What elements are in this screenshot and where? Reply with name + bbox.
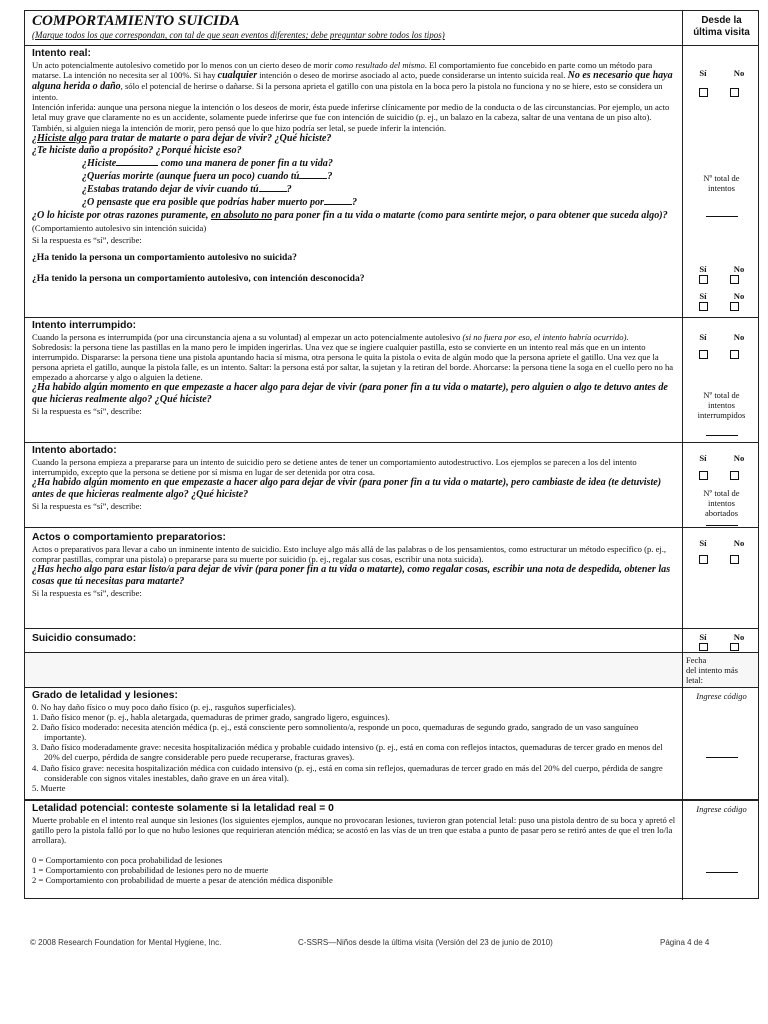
aborted-question: ¿Ha habido algún momento en que empezaste a hacer algo para dejar de vivir (para poner fin a tu vida o matarte), pero cambiaste de idea (te detuviste) antes de que hicieras realmente algo? ¿Qué hiciste? bbox=[32, 477, 662, 501]
actual-question-4: ¿Querías morirte (aunque fuera un poco) cuando tú ? bbox=[82, 170, 333, 182]
actual-question-5: ¿Estabas tratando dejar de vivir cuando tú ? bbox=[82, 183, 292, 195]
unknown-yes-checkbox[interactable] bbox=[699, 302, 708, 311]
unknown-no-checkbox[interactable] bbox=[730, 302, 739, 311]
interrupted-heading: Intento interrumpido: bbox=[32, 320, 137, 331]
preparatory-yes-checkbox[interactable] bbox=[699, 555, 708, 564]
actual-question-1: ¿Hiciste algo para tratar de matarte o para dejar de vivir? ¿Qué hiciste? bbox=[32, 132, 332, 144]
potential-item: 2 = Comportamiento con probabilidad de muerte a pesar de atención médica disponible bbox=[32, 875, 333, 886]
preparatory-no-checkbox[interactable] bbox=[730, 555, 739, 564]
footer-version: C-SSRS—Niños desde la última visita (Versión del 23 de junio de 2010) bbox=[298, 938, 553, 947]
total-label-line1: Nº total de bbox=[703, 488, 740, 498]
actual-attempt-heading: Intento real: bbox=[32, 48, 91, 59]
actual-question-6: ¿O pensaste que era posible que podrías haber muerto por ? bbox=[82, 196, 358, 208]
interrupted-describe-prompt: Si la respuesta es “sí”, describe: bbox=[32, 406, 142, 417]
aborted-describe-prompt: Si la respuesta es “sí”, describe: bbox=[32, 501, 142, 512]
aborted-heading: Intento abortado: bbox=[32, 445, 117, 456]
potential-lethality-section bbox=[25, 799, 758, 900]
header-section bbox=[25, 11, 758, 45]
nssi-yes-checkbox[interactable] bbox=[699, 275, 708, 284]
potential-heading: Letalidad potencial: conteste solamente si la letalidad real = 0 bbox=[32, 803, 334, 814]
no-label: No bbox=[733, 632, 745, 642]
yes-label: Sí bbox=[699, 291, 707, 301]
actual-yes-checkbox[interactable] bbox=[699, 88, 708, 97]
no-label: No bbox=[733, 291, 745, 301]
interrupted-definition: Cuando la persona es interrumpida (por una circunstancia ajena a su voluntad) al empezar un acto potencialmente autolesivo (si no fuera por eso, el intento habría ocurrido). bbox=[32, 332, 629, 342]
preparatory-describe-prompt: Si la respuesta es “sí”, describe: bbox=[32, 588, 142, 599]
potential-item: 0 = Comportamiento con poca probabilidad de lesiones bbox=[32, 855, 223, 866]
actual-attempt-section bbox=[25, 45, 758, 317]
section-subtitle: (Marque todos los que correspondan, con tal de que sean eventos diferentes; debe preguntar sobre todos los tipos) bbox=[32, 30, 445, 40]
yes-label: Sí bbox=[699, 632, 707, 642]
completed-no-checkbox[interactable] bbox=[730, 643, 739, 651]
completed-heading: Suicidio consumado: bbox=[32, 633, 137, 644]
section-title: COMPORTAMIENTO SUICIDA bbox=[32, 13, 240, 29]
footer-page-number: Página 4 de 4 bbox=[660, 938, 710, 947]
lethality-code-label: Ingrese código bbox=[696, 691, 747, 701]
unknown-intent-question: ¿Ha tenido la persona un comportamiento autolesivo, con intención desconocida? bbox=[32, 272, 365, 284]
preparatory-acts-section bbox=[25, 527, 758, 628]
no-label: No bbox=[733, 453, 745, 463]
date-label-line1: Fecha bbox=[686, 655, 707, 665]
actual-describe-prompt: Si la respuesta es “sí”, describe: bbox=[32, 234, 142, 245]
interrupted-examples: Sobredosis: la persona tiene las pastillas en la mano pero le impiden ingerirlas. Una vez que se ingiere cualquier pastilla, esto se convierte en un intento real más que en un intento interrumpido. Dispararse: la persona tiene una pistola apuntando hacia sí misma, otra persona le quita la pistola o evita de algún modo que la persona apriete el gatillo. Una vez que la persona aprieta el gatillo, aunque la pistola falle, es un intento. Saltar: la persona está por saltar, la sujetan y la retiran del borde. Ahorcarse: la persona tiene la soga en el cuello pero no ha empezado a ahorcarse y algo o alguien la detiene. bbox=[32, 342, 674, 383]
nssi-no-checkbox[interactable] bbox=[730, 275, 739, 284]
total-interrupted-field[interactable] bbox=[706, 434, 738, 436]
actual-question-3: ¿Hiciste como una manera de poner fin a tu vida? bbox=[82, 157, 333, 169]
potential-code-field[interactable] bbox=[706, 871, 738, 873]
total-label-line2: intentos bbox=[708, 498, 735, 508]
completed-suicide-section bbox=[25, 628, 758, 652]
lethality-item: 3. Daño físico moderadamente grave: necesita hospitalización médica y probable cuidado intensivo (p. ej., está en coma con reflejos intactos, quemaduras de tercer grado en menos del 20% del cuerpo, pérdida de sangre considerable pero puede recuperarse, fracturas graves). bbox=[32, 742, 663, 763]
lethality-code-field[interactable] bbox=[706, 756, 738, 758]
date-label-line2: del intento más bbox=[686, 665, 738, 675]
yes-label: Sí bbox=[699, 538, 707, 548]
lethality-item: 2. Daño físico moderado: necesita atención médica (p. ej., está consciente pero somnoliento/a, responde un poco, quemaduras de segundo grado, sangrado de un vaso sanguíneo importante). bbox=[32, 722, 639, 743]
actual-question-2: ¿Te hiciste daño a propósito? ¿Porqué hiciste eso? bbox=[32, 144, 242, 156]
potential-code-label: Ingrese código bbox=[696, 804, 747, 814]
date-label-line3: letal: bbox=[686, 675, 703, 685]
yes-label: Sí bbox=[699, 332, 707, 342]
aborted-definition: Cuando la persona empieza a prepararse para un intento de suicidio pero se detiene antes de tener un comportamiento autodestructivo. Los ejemplos se parecen a los del intento interrumpido, excepto que la persona se detiene por sí misma en lugar de ser detenida por otra cosa. bbox=[32, 457, 637, 478]
aborted-attempt-section bbox=[25, 442, 758, 527]
lethality-item: 1. Daño físico menor (p. ej., habla aletargada, quemaduras de primer grado, sangrado ligero, esguinces). bbox=[32, 712, 390, 723]
total-label-line1: Nº total de bbox=[703, 173, 740, 183]
nssi-question: ¿Ha tenido la persona un comportamiento autolesivo no suicida? bbox=[32, 251, 297, 263]
lethality-item: 0. No hay daño físico o muy poco daño físico (p. ej., rasguños superficiales). bbox=[32, 702, 296, 712]
no-label: No bbox=[733, 68, 745, 78]
aborted-yes-checkbox[interactable] bbox=[699, 471, 708, 480]
total-attempts-field[interactable] bbox=[706, 215, 738, 217]
date-section bbox=[25, 652, 758, 687]
total-label-line1: Nº total de bbox=[703, 390, 740, 400]
preparatory-heading: Actos o comportamiento preparatorios: bbox=[32, 532, 226, 543]
interrupted-attempt-section bbox=[25, 317, 758, 442]
total-aborted-field[interactable] bbox=[706, 524, 738, 526]
lethality-item: 5. Muerte bbox=[32, 782, 66, 793]
lethality-item: 4. Daño físico grave: necesita hospitalización médica con cuidado intensivo (p. ej., está en coma sin reflejos, quemaduras de tercer grado en más del 20% del cuerpo, pérdida de sangre considerable con signos vitales inestables, daño grave en un área vital). bbox=[32, 762, 663, 783]
column-title-line1: Desde la bbox=[701, 15, 742, 26]
total-label-line3: interrumpidos bbox=[697, 410, 746, 420]
completed-yes-checkbox[interactable] bbox=[699, 643, 708, 651]
potential-definition: Muerte probable en el intento real aunque sin lesiones (los siguientes ejemplos, aunque no provocaran lesiones, tuvieron gran potencial letal: puso una pistola dentro de su boca y apretó el gatillo pero la pistola falló por lo que no hubo lesiones que requirieran atención médica; se acostó en las vías de un tren que estaba a punto de pasar pero se retiró antes de que el tren lo/la arrollara). bbox=[32, 815, 676, 846]
interrupted-no-checkbox[interactable] bbox=[730, 350, 739, 359]
no-label: No bbox=[733, 264, 745, 274]
total-label-line2: intentos bbox=[708, 400, 735, 410]
actual-attempt-definition: Un acto potencialmente autolesivo cometido por lo menos con un cierto deseo de morir como resultado del mismo. El comportamiento fue concebido en parte como un método para matarse. La intención no necesita ser al 100%. Si hay cualquier intención o deseo de morirse asociado al acto, puede considerarse un intento suicida real. No es necesario que haya alguna herida o daño, sólo el potencial de herirse o dañarse. Si la persona aprieta el gatillo con una pistola en la boca pero la pistola no funciona y no se hiere, esto se considera un intento. bbox=[32, 60, 673, 103]
yes-label: Sí bbox=[699, 453, 707, 463]
inferred-intent-text: Intención inferida: aunque una persona niegue la intención o los deseos de morir, ésta puede inferirse clínicamente por medio de la conducta o de las circunstancias. Por ejemplo, un acto letal muy grave que claramente no es un accidente, solamente puede inferirse que fue con intención de suicidio (p. ej., un balazo en la cabeza, saltar de una ventana de un piso alto). También, si alguien niega la intención de morir, pero pensó que lo que hizo podría ser letal, se puede inferir la intención. bbox=[32, 102, 670, 133]
lethality-section bbox=[25, 687, 758, 799]
preparatory-question: ¿Has hecho algo para estar listo/a para dejar de vivir (para poner fin a tu vida o matarte), como regalar cosas, escribir una nota de despedida, obtener las cosas que tú necesitas para matarte? bbox=[32, 564, 671, 588]
yes-label: Sí bbox=[699, 68, 707, 78]
potential-item: 1 = Comportamiento con probabilidad de lesiones pero no de muerte bbox=[32, 865, 269, 876]
column-title-line2: última visita bbox=[693, 27, 750, 38]
actual-question-7: ¿O lo hiciste por otras razones puramente, en absoluto no para poner fin a tu vida o matarte (como para sentirte mejor, o para obtener que suceda algo)? (Comportamiento autolesivo sin intención suicida) bbox=[32, 209, 668, 233]
interrupted-question: ¿Ha habido algún momento en que empezaste a hacer algo para dejar de vivir (para poner fin a tu vida o matarte), pero alguien o algo te detuvo antes de que hicieras realmente algo? ¿Qué hiciste? bbox=[32, 382, 668, 406]
preparatory-definition: Actos o preparativos para llevar a cabo un inminente intento de suicidio. Esto incluye algo más allá de las palabras o de los pensamientos, como estructurar un método específico (p. ej., comprar pastillas, comprar una pistola) o prepararse para su muerte por suicidio (p. ej., regalar sus cosas, escribir una nota suicida). bbox=[32, 544, 667, 565]
footer-copyright: © 2008 Research Foundation for Mental Hygiene, Inc. bbox=[30, 938, 222, 947]
interrupted-yes-checkbox[interactable] bbox=[699, 350, 708, 359]
total-label-line2: intentos bbox=[708, 183, 735, 193]
actual-no-checkbox[interactable] bbox=[730, 88, 739, 97]
form-page bbox=[24, 10, 759, 899]
total-label-line3: abortados bbox=[704, 508, 739, 518]
yes-label: Sí bbox=[699, 264, 707, 274]
no-label: No bbox=[733, 332, 745, 342]
lethality-heading: Grado de letalidad y lesiones: bbox=[32, 690, 178, 701]
no-label: No bbox=[733, 538, 745, 548]
aborted-no-checkbox[interactable] bbox=[730, 471, 739, 480]
